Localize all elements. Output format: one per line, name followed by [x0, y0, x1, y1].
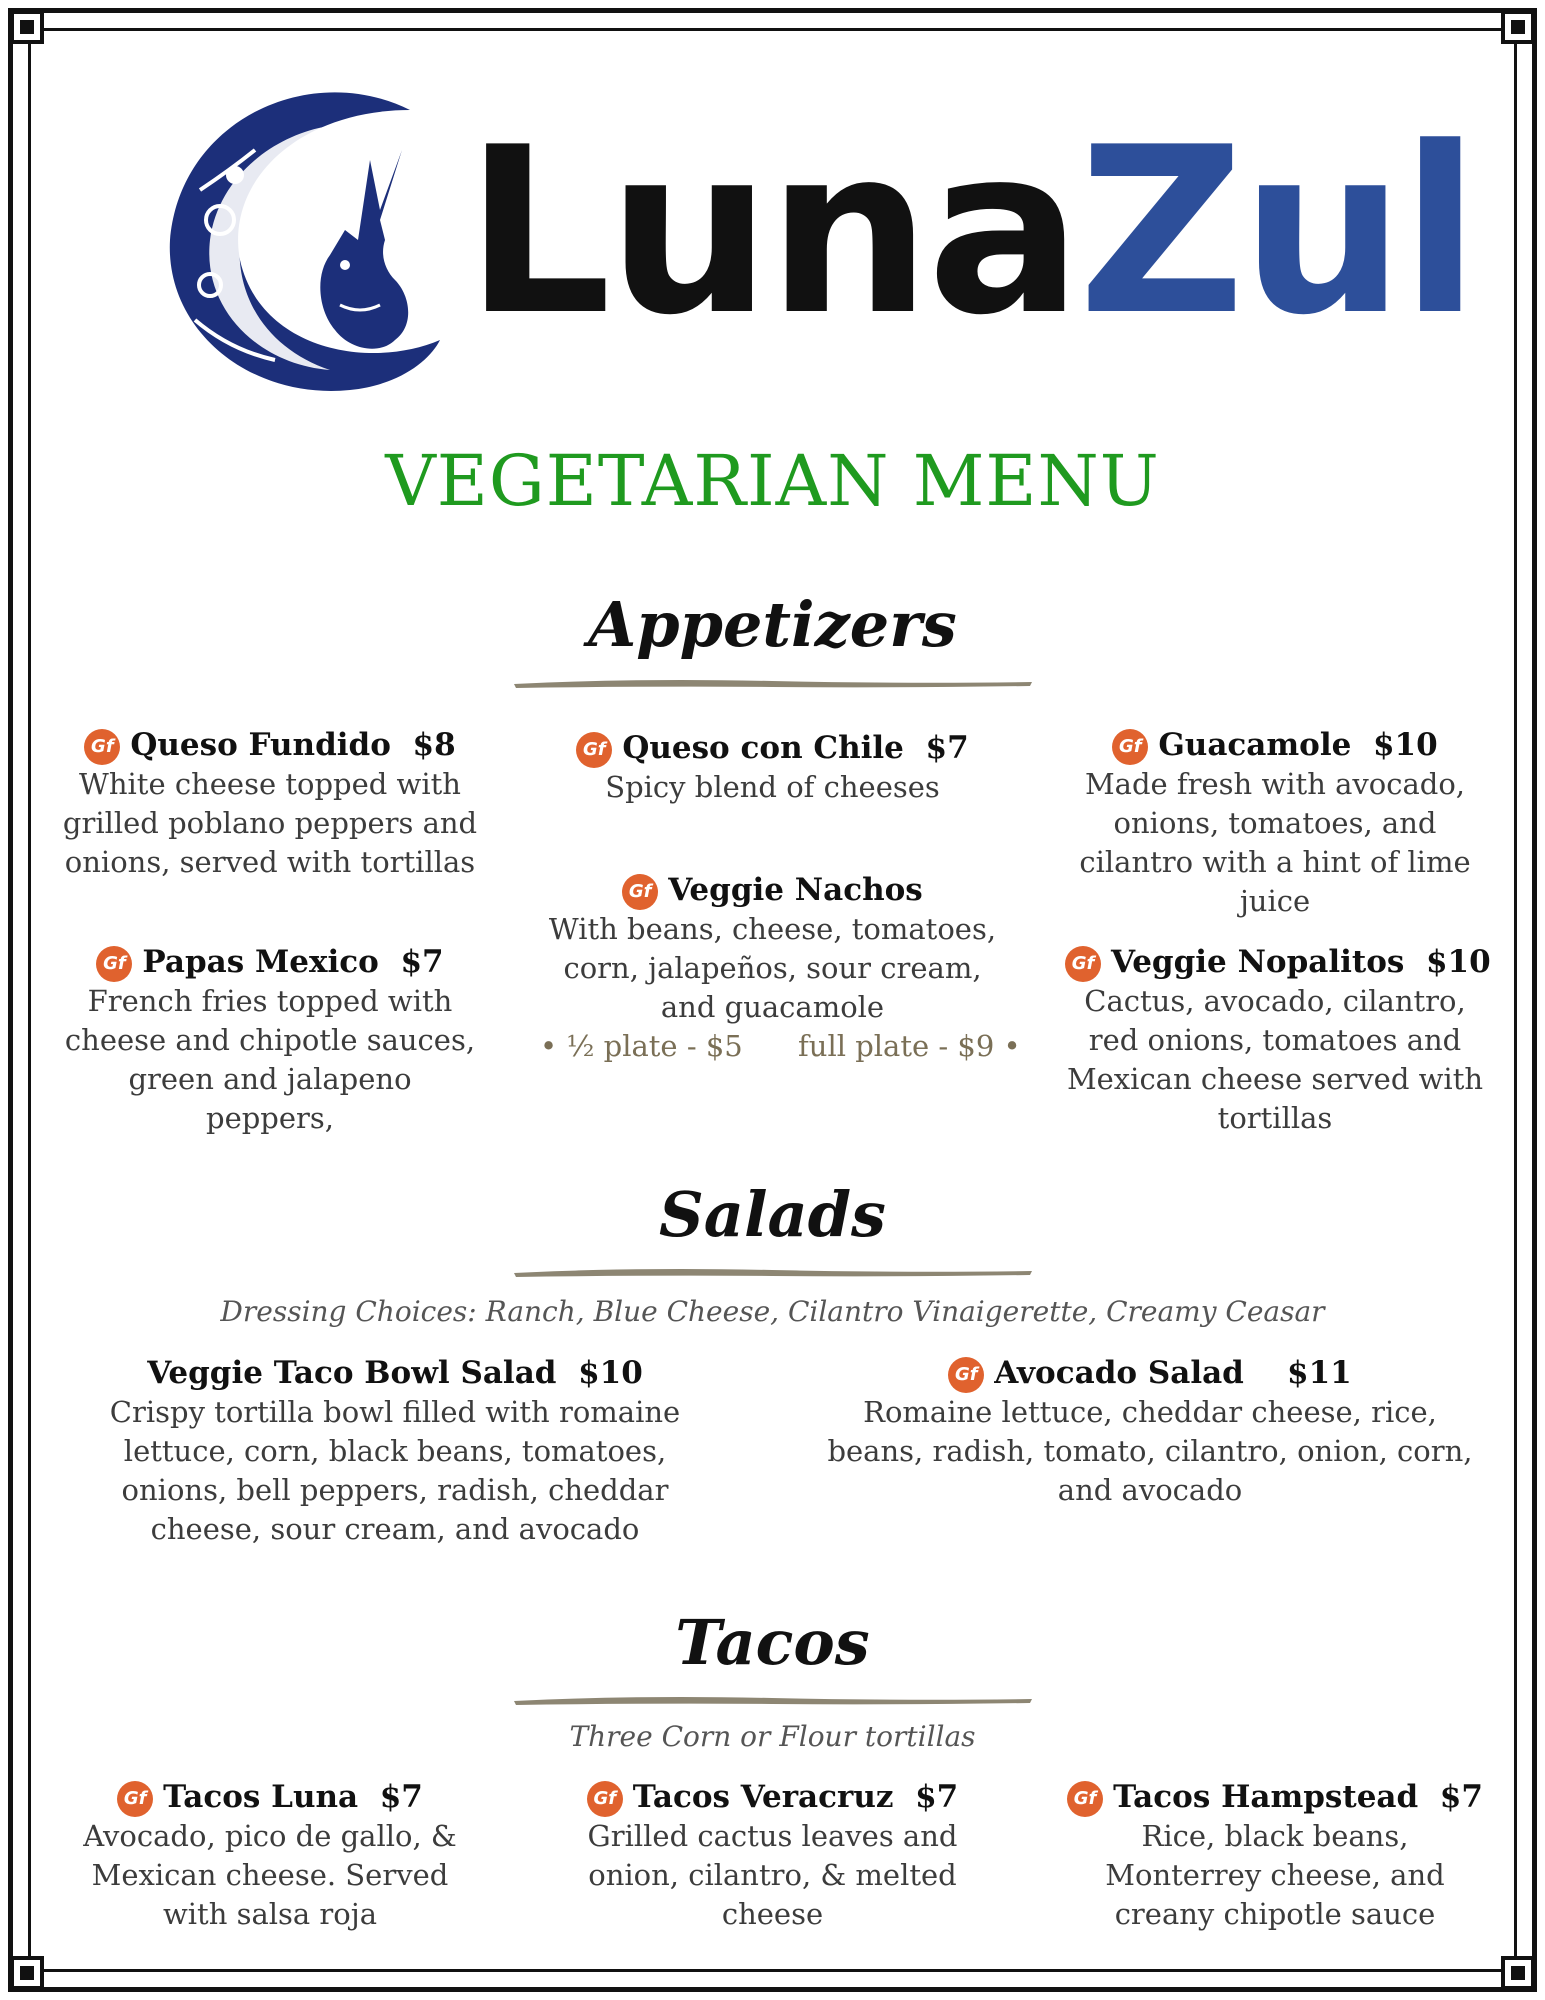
dressing-choices-note: Dressing Choices: Ranch, Blue Cheese, Cilantro Vinaigerette, Creamy Ceasar — [220, 1295, 1325, 1328]
menu-item-veggie-taco-bowl-salad — [70, 1353, 720, 1549]
menu-item-avocado-salad — [815, 1353, 1485, 1510]
menu-item-tacos-luna — [70, 1777, 470, 1934]
menu-item-header — [1065, 942, 1491, 982]
menu-item-header — [70, 1353, 720, 1393]
item-description: Romaine lettuce, cheddar cheese, rice, beans, radish, tomato, cilantro, onion, corn, and avocado — [827, 1395, 1473, 1507]
item-price: $8 — [412, 727, 456, 763]
item-name: Queso Fundido — [130, 727, 391, 763]
item-name: Queso con Chile — [622, 730, 904, 766]
section-title-appetizers: Appetizers — [588, 588, 957, 661]
item-description: Spicy blend of cheeses — [605, 770, 940, 804]
gluten-free-badge-icon: Gf — [1112, 729, 1148, 765]
item-description: Cactus, avocado, cilantro, red onions, tomatoes and Mexican cheese served with tortillas — [1066, 984, 1484, 1135]
gluten-free-badge-icon: Gf — [948, 1357, 984, 1393]
tortilla-choice-note: Three Corn or Flour tortillas — [569, 1720, 976, 1753]
item-price: $10 — [1425, 944, 1491, 980]
corner-ornament-top-left — [10, 10, 44, 44]
gluten-free-badge-icon: Gf — [96, 946, 132, 982]
item-price: $10 — [578, 1355, 643, 1391]
menu-item-veggie-nopalitos — [1065, 942, 1491, 1138]
item-name: Papas Mexico — [142, 944, 379, 980]
crescent-moon-rabbit-logo-icon — [140, 70, 460, 400]
section-divider-appetizers — [512, 676, 1034, 690]
item-description: Crispy tortilla bowl filled with romaine lettuce, corn, black beans, tomatoes, onions, bell peppers, radish, cheddar cheese, sour cream, and avocado — [109, 1395, 681, 1546]
corner-ornament-bottom-left — [10, 1956, 44, 1990]
menu-item-header — [60, 942, 480, 982]
item-description: White cheese topped with grilled poblano peppers and onions, served with tortillas — [62, 767, 478, 879]
menu-item-queso-con-chile — [555, 728, 990, 807]
section-title-tacos: Tacos — [675, 1606, 870, 1679]
item-description: With beans, cheese, tomatoes, corn, jalapeños, sour cream, and guacamole — [548, 912, 997, 1024]
gluten-free-badge-icon: Gf — [587, 1781, 623, 1817]
item-name: Tacos Veracruz — [632, 1779, 894, 1815]
item-description: Rice, black beans, Monterrey cheese, and creany chipotle sauce — [1105, 1819, 1445, 1931]
item-price: $7 — [915, 1779, 959, 1815]
item-price: $7 — [400, 944, 444, 980]
gluten-free-badge-icon: Gf — [1065, 946, 1101, 982]
menu-item-header — [570, 1777, 975, 1817]
item-price: $7 — [1439, 1779, 1483, 1815]
page-title: VEGETARIAN MENU — [385, 440, 1160, 522]
menu-item-guacamole — [1065, 725, 1485, 921]
item-name: Avocado Salad — [994, 1355, 1244, 1391]
brand-wordmark-zul: Zul — [1078, 99, 1476, 366]
brand-wordmark-luna: Luna — [465, 99, 1079, 366]
item-description: French fries topped with cheese and chipotle sauces, green and jalapeno peppers, — [64, 984, 476, 1135]
gluten-free-badge-icon: Gf — [117, 1781, 153, 1817]
menu-item-header — [1065, 725, 1485, 765]
item-name: Guacamole — [1158, 727, 1352, 763]
item-price: $7 — [379, 1779, 423, 1815]
menu-item-tacos-veracruz — [570, 1777, 975, 1934]
gluten-free-badge-icon: Gf — [576, 732, 612, 768]
gluten-free-badge-icon: Gf — [1067, 1781, 1103, 1817]
item-name: Tacos Luna — [163, 1779, 359, 1815]
menu-item-header — [1060, 1777, 1490, 1817]
menu-item-header — [60, 725, 480, 765]
item-price: $11 — [1287, 1355, 1352, 1391]
menu-item-queso-fundido — [60, 725, 480, 882]
section-divider-salads — [512, 1265, 1034, 1279]
item-name: Tacos Hampstead — [1113, 1779, 1419, 1815]
menu-item-veggie-nachos — [540, 870, 1021, 1066]
corner-ornament-top-right — [1501, 10, 1535, 44]
item-description: Grilled cactus leaves and onion, cilantro, & melted cheese — [587, 1819, 958, 1931]
menu-item-header — [540, 870, 1005, 910]
item-description: Made fresh with avocado, onions, tomatoes, and cilantro with a hint of lime juice — [1079, 767, 1471, 918]
gluten-free-badge-icon: Gf — [622, 874, 658, 910]
item-description: Avocado, pico de gallo, & Mexican cheese. Served with salsa roja — [83, 1819, 457, 1931]
menu-item-tacos-hampstead — [1060, 1777, 1490, 1934]
item-name: Veggie Nopalitos — [1111, 944, 1405, 980]
section-divider-tacos — [512, 1693, 1034, 1707]
corner-ornament-bottom-right — [1501, 1956, 1535, 1990]
item-price: $10 — [1372, 727, 1438, 763]
item-name: Veggie Taco Bowl Salad — [147, 1355, 557, 1391]
gluten-free-badge-icon: Gf — [84, 729, 120, 765]
section-title-salads: Salads — [659, 1178, 886, 1251]
brand-wordmark — [465, 99, 1476, 366]
item-name: Veggie Nachos — [668, 872, 923, 908]
menu-item-header — [815, 1353, 1485, 1393]
menu-item-papas-mexico — [60, 942, 480, 1138]
item-price: $7 — [925, 730, 969, 766]
item-portion-prices: • ½ plate - $5 full plate - $9 • — [540, 1029, 1021, 1063]
menu-item-header — [555, 728, 990, 768]
menu-item-header — [70, 1777, 470, 1817]
